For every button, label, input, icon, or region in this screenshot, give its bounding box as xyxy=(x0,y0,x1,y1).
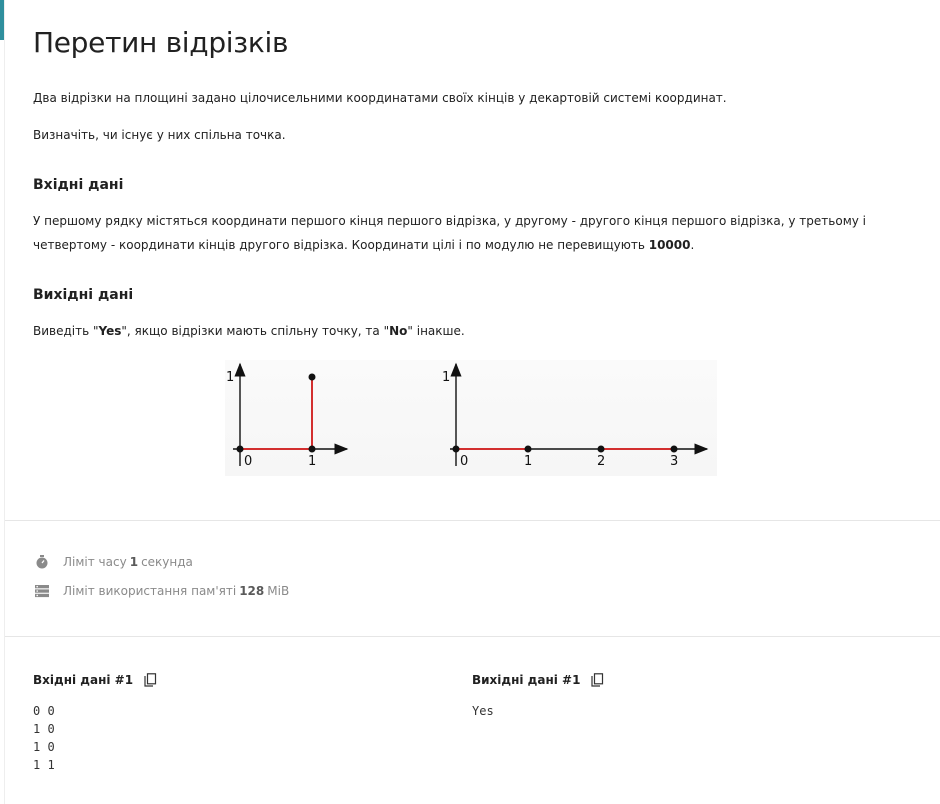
divider-top xyxy=(5,520,940,521)
output-text-part: " інакше. xyxy=(407,324,465,338)
memory-limit-value: 128 xyxy=(239,584,265,598)
stopwatch-icon xyxy=(35,555,49,569)
sample-output-header xyxy=(472,673,604,687)
sample-input-value: 0 0 1 0 1 0 1 1 xyxy=(33,704,55,772)
left-y-label: 1 xyxy=(226,370,235,385)
input-text-line-2 xyxy=(33,233,694,257)
input-text-end: . xyxy=(690,238,695,252)
sample-input-header xyxy=(33,673,157,687)
time-limit-label: Ліміт часу xyxy=(63,555,127,569)
right-plot xyxy=(442,364,707,469)
divider-bottom xyxy=(5,636,940,637)
right-x-label-3: 3 xyxy=(670,454,679,469)
right-point-0 xyxy=(453,446,460,453)
memory-limit-unit: MiB xyxy=(267,584,290,598)
output-no: No xyxy=(389,324,408,338)
input-text-line-1: У першому рядку містяться координати першого кінця першого відрізка, у другому - другого кінця першого відрізка, у третьому і xyxy=(33,214,866,228)
copy-icon[interactable] xyxy=(590,673,604,687)
segments-figure-svg xyxy=(225,360,717,476)
segments-figure xyxy=(225,360,717,476)
left-point-top xyxy=(309,374,316,381)
sample-input-title: Вхідні дані #1 xyxy=(33,673,134,687)
memory-limit-label: Ліміт використання пам'яті xyxy=(63,584,237,598)
left-x-label-0: 0 xyxy=(244,454,253,469)
right-x-label-0: 0 xyxy=(460,454,469,469)
time-limit xyxy=(35,555,193,569)
output-text-part: ", якщо відрізки мають спільну точку, та " xyxy=(121,324,390,338)
left-point-x1 xyxy=(309,446,316,453)
input-text-part: четвертому - координати кінців другого відрізка. Координати цілі і по модулю не перевищують xyxy=(33,238,649,252)
right-x-label-2: 2 xyxy=(597,454,606,469)
input-limit-value: 10000 xyxy=(648,238,691,252)
left-border xyxy=(4,0,5,804)
page-title: Перетин відрізків xyxy=(33,26,289,59)
copy-icon[interactable] xyxy=(143,673,157,687)
sample-output-value: Yes xyxy=(472,704,494,718)
right-point-3 xyxy=(671,446,678,453)
time-limit-value: 1 xyxy=(129,555,139,569)
output-text xyxy=(33,319,465,343)
left-plot xyxy=(226,364,347,469)
right-point-1 xyxy=(525,446,532,453)
output-text-part: Виведіть " xyxy=(33,324,99,338)
right-y-label: 1 xyxy=(442,370,451,385)
memory-limit xyxy=(35,584,289,598)
left-point-origin xyxy=(237,446,244,453)
statement-paragraph-1: Два відрізки на площині задано цілочисельними координатами своїх кінців у декартовій системі координат. xyxy=(33,91,727,105)
output-heading: Вихідні дані xyxy=(33,287,134,303)
output-yes: Yes xyxy=(98,324,122,338)
right-point-2 xyxy=(598,446,605,453)
input-heading: Вхідні дані xyxy=(33,177,124,193)
left-x-label-1: 1 xyxy=(308,454,317,469)
time-limit-unit: секунда xyxy=(141,555,193,569)
right-x-label-1: 1 xyxy=(524,454,533,469)
statement-paragraph-2: Визначіть, чи існує у них спільна точка. xyxy=(33,128,286,142)
sample-output-title: Вихідні дані #1 xyxy=(472,673,581,687)
storage-icon xyxy=(35,584,49,598)
